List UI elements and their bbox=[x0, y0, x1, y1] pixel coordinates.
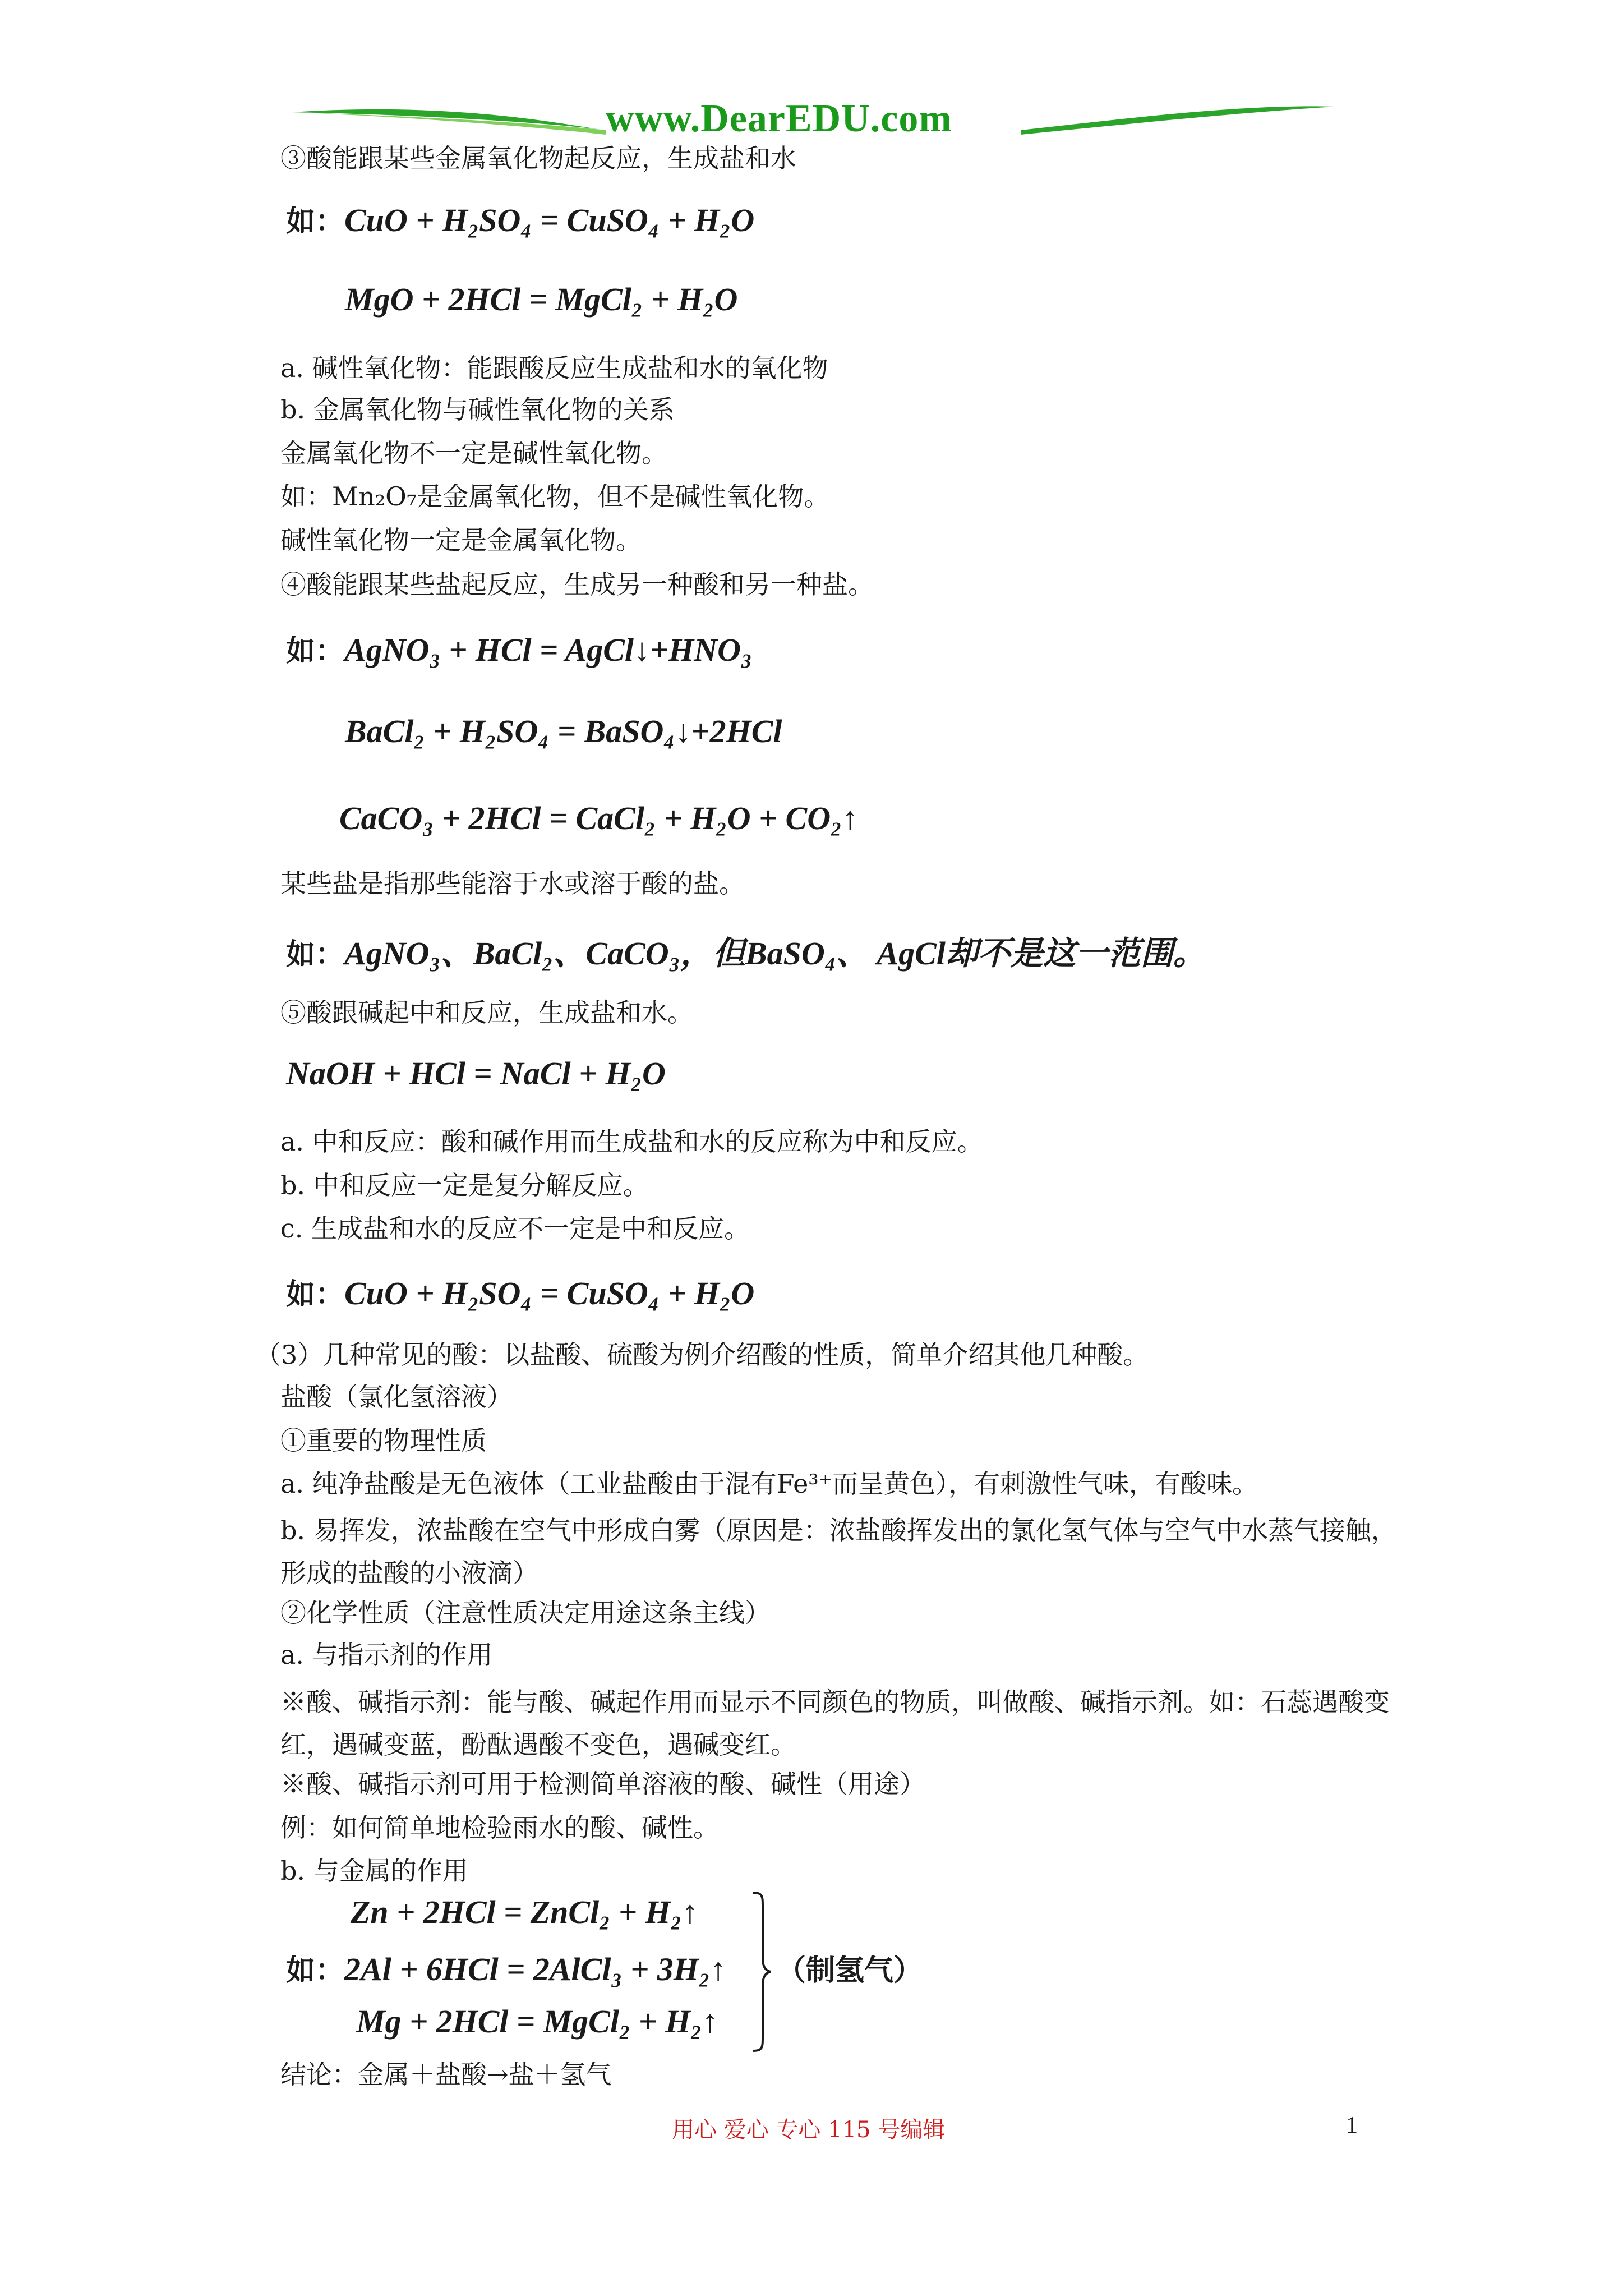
text-line: b. 金属氧化物与碱性氧化物的关系 bbox=[280, 394, 675, 425]
text-line: （3）几种常见的酸：以盐酸、硫酸为例介绍酸的性质，简单介绍其他几种酸。 bbox=[255, 1340, 1149, 1370]
formula-line bbox=[286, 927, 1206, 974]
text-line: ③酸能跟某些金属氧化物起反应，生成盐和水 bbox=[280, 143, 796, 173]
text-line: 某些盐是指那些能溶于水或溶于酸的盐。 bbox=[280, 868, 745, 899]
formula: NaOH + HCl = NaCl + H₂O bbox=[286, 1055, 666, 1092]
formula: CuO + H₂SO₄ = CuSO₄ + H₂O bbox=[344, 1275, 755, 1312]
formula: AgNO₃、BaCl₂、CaCO₃，但BaSO₄、 AgCl却不是这一范围。 bbox=[344, 935, 1206, 972]
text-line: ※酸、碱指示剂可用于检测简单溶液的酸、碱性（用途） bbox=[280, 1769, 925, 1799]
formula-line bbox=[286, 197, 754, 240]
text-line: ⑤酸跟碱起中和反应，生成盐和水。 bbox=[280, 997, 693, 1028]
formula: MgO + 2HCl = MgCl₂ + H₂O bbox=[345, 281, 738, 318]
text-paragraph: ※酸、碱指示剂：能与酸、碱起作用而显示不同颜色的物质，叫做酸、碱指示剂。如：石蕊遇酸变红，遇碱变蓝，酚酞遇酸不变色，遇碱变红。 bbox=[280, 1687, 1390, 1760]
page-number: 1 bbox=[1346, 2113, 1358, 2138]
formula-lead: 如： bbox=[286, 634, 345, 668]
formula-line bbox=[286, 1947, 726, 1989]
text-line: 例：如何简单地检验雨水的酸、碱性。 bbox=[280, 1812, 719, 1843]
formula: Zn + 2HCl = ZnCl₂ + H₂↑ bbox=[351, 1894, 698, 1930]
text-line: 结论：金属＋盐酸→盐＋氢气 bbox=[280, 2059, 612, 2090]
formula: CaCO₃ + 2HCl = CaCl₂ + H₂O + CO₂↑ bbox=[339, 800, 859, 836]
text-line: 如：Mn₂O₇是金属氧化物，但不是碱性氧化物。 bbox=[280, 481, 830, 512]
text-line: a. 与指示剂的作用 bbox=[280, 1640, 493, 1670]
text-line: a. 纯净盐酸是无色液体（工业盐酸由于混有Fe³⁺而呈黄色），有刺激性气味，有酸味。 bbox=[280, 1469, 1258, 1499]
text-line: 碱性氧化物一定是金属氧化物。 bbox=[280, 525, 642, 555]
formula-lead: 如： bbox=[286, 937, 345, 972]
formula-line bbox=[286, 627, 752, 669]
formula: 2Al + 6HCl = 2AlCl₃ + 3H₂↑ bbox=[344, 1951, 727, 1987]
text-line: a. 碱性氧化物：能跟酸反应生成盐和水的氧化物 bbox=[280, 353, 828, 383]
site-logo[interactable]: www.DearEDU.com bbox=[606, 97, 952, 140]
text-line: c. 生成盐和水的反应不一定是中和反应。 bbox=[280, 1213, 750, 1244]
formula: BaCl₂ + H₂SO₄ = BaSO₄↓+2HCl bbox=[345, 713, 782, 749]
text-line: b. 中和反应一定是复分解反应。 bbox=[280, 1170, 649, 1200]
formula: AgNO₃ + HCl = AgCl↓+HNO₃ bbox=[344, 632, 753, 668]
formula-note: （制氢气） bbox=[777, 1953, 923, 1987]
right-brace bbox=[750, 1890, 773, 2053]
formula-line bbox=[286, 1271, 754, 1313]
formula-lead: 如： bbox=[286, 204, 345, 238]
text-line: b. 与金属的作用 bbox=[280, 1856, 468, 1886]
formula: Mg + 2HCl = MgCl₂ + H₂↑ bbox=[356, 2003, 718, 2040]
formula: CuO + H₂SO₄ = CuSO₄ + H₂O bbox=[344, 202, 755, 238]
footer-text: 用心 爱心 专心 115 号编辑 bbox=[672, 2117, 946, 2143]
formula-lead: 如： bbox=[286, 1277, 345, 1312]
text-line: ④酸能跟某些盐起反应，生成另一种酸和另一种盐。 bbox=[280, 569, 874, 600]
text-paragraph: b. 易挥发，浓盐酸在空气中形成白雾（原因是：浓盐酸挥发出的氯化氢气体与空气中水蒸气接触，形成的盐酸的小液滴） bbox=[280, 1515, 1397, 1588]
text-line: 金属氧化物不一定是碱性氧化物。 bbox=[280, 438, 667, 468]
text-line: ②化学性质（注意性质决定用途这条主线） bbox=[280, 1598, 771, 1628]
text-line: a. 中和反应：酸和碱作用而生成盐和水的反应称为中和反应。 bbox=[280, 1126, 983, 1157]
text-line: 盐酸（氯化氢溶液） bbox=[280, 1382, 513, 1412]
text-line: ①重要的物理性质 bbox=[280, 1425, 487, 1456]
formula-lead: 如： bbox=[286, 1953, 345, 1987]
